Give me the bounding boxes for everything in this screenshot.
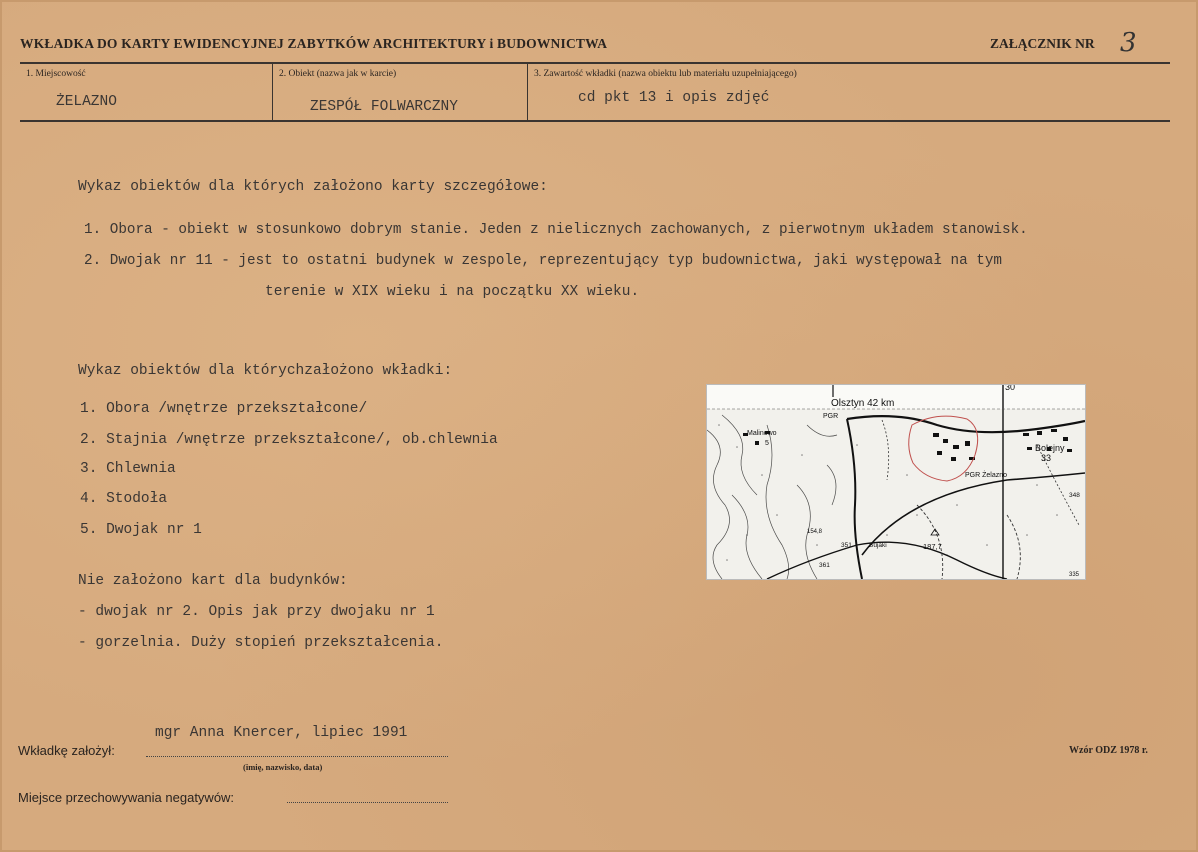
attachment-number: 3 [1120, 28, 1137, 58]
attachment-label: ZAŁĄCZNIK NR [990, 36, 1095, 51]
field-divider-2 [527, 62, 528, 120]
insert-item-2: 2. Stajnia /wnętrze przekształcone/, ob.chlewnia [80, 432, 498, 448]
map-label-bolejny-num: 33 [1041, 453, 1052, 463]
map-label-361: 361 [819, 562, 830, 569]
not-created-item-1: - dwojak nr 2. Opis jak przy dwojaku nr 1 [78, 604, 435, 620]
form-template-label: Wzór ODZ 1978 r. [1069, 745, 1148, 756]
object-value: ZESPÓŁ FOLWARCZNY [310, 99, 458, 115]
map-label-1877: 187,7 [923, 542, 942, 551]
header-top-rule [20, 62, 1170, 64]
insert-item-1: 1. Obora /wnętrze przekształcone/ [80, 401, 368, 417]
contents-value: cd pkt 13 i opis zdjęć [578, 90, 770, 106]
map-label-bujaki: Bujaki [869, 542, 887, 549]
map-grid-label: 30 [1005, 385, 1016, 392]
insert-item-3: 3. Chlewnia [80, 461, 176, 477]
not-created-item-2: - gorzelnia. Duży stopień przekształcenia. [78, 635, 444, 651]
author-hint: (imię, nazwisko, data) [243, 762, 323, 772]
map-drawing [707, 385, 1085, 579]
detailed-item-2-continued: terenie w XIX wieku i na początku XX wieku. [265, 284, 640, 300]
map-label-335: 335 [1069, 572, 1080, 578]
detailed-item-1: 1. Obora - obiekt w stosunkowo dobrym stanie. Jeden z nielicznych zachowanych, z pierwotnym układem stanowisk. [84, 222, 1028, 238]
detailed-item-2: 2. Dwojak nr 11 - jest to ostatni budynek w zespole, reprezentujący typ budownictwa, jaki występował na tym [84, 253, 1003, 269]
insert-item-5: 5. Dwojak nr 1 [80, 522, 202, 538]
map-label-malinowo: Malinowo [747, 430, 777, 437]
header-bottom-rule [20, 120, 1170, 122]
object-label: 2. Obiekt (nazwa jak w karcie) [279, 69, 397, 79]
map-label-pgr-zelazno: PGR Żelazno [965, 472, 1008, 479]
insert-item-4: 4. Stodoła [80, 491, 168, 507]
author-signature-line [146, 756, 448, 757]
contents-label: 3. Zawartość wkładki (nazwa obiektu lub materiału uzupełniającego) [534, 69, 797, 79]
negatives-label: Miejsce przechowywania negatywów: [18, 790, 235, 805]
detailed-cards-heading: Wykaz obiektów dla których założono karty szczegółowe: [78, 179, 548, 195]
map-label-bolejny: Bolejny [1035, 443, 1065, 453]
map-label-351: 351 [841, 542, 852, 549]
locality-label: 1. Miejscowość [26, 69, 86, 79]
map-label-1548: 154,8 [807, 529, 823, 535]
map-label-348: 348 [1069, 492, 1080, 499]
form-title: WKŁADKA DO KARTY EWIDENCYJNEJ ZABYTKÓW ARCHITEKTURY i BUDOWNICTWA [20, 36, 608, 51]
map-label-pgr-top: PGR [823, 413, 839, 420]
topographic-map-clipping [706, 384, 1086, 580]
map-label-num-5: 5 [765, 440, 769, 447]
map-label-olsztyn: Olsztyn 42 km [831, 398, 895, 409]
author-label: Wkładkę założył: [18, 743, 115, 758]
locality-value: ŻELAZNO [56, 94, 117, 110]
inserts-heading: Wykaz obiektów dla którychzałożono wkładki: [78, 363, 453, 379]
negatives-line [287, 802, 448, 803]
not-created-heading: Nie założono kart dla budynków: [78, 573, 348, 589]
field-divider-1 [272, 62, 273, 120]
author-value: mgr Anna Knercer, lipiec 1991 [155, 725, 408, 741]
